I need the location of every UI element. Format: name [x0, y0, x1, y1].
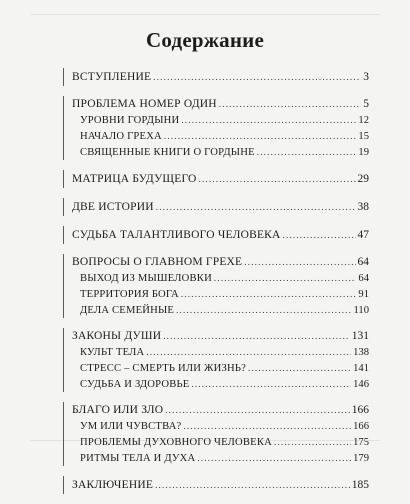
toc-page-number: 47 [357, 229, 369, 241]
toc-chapter[interactable] [64, 476, 369, 494]
dot-leader [183, 418, 351, 434]
dot-leader [199, 170, 356, 188]
toc-subchapter[interactable] [64, 128, 369, 144]
toc-page-number: 12 [358, 115, 369, 126]
toc-subchapter[interactable] [64, 418, 369, 434]
toc-page-number: 19 [358, 147, 369, 158]
toc-section [63, 402, 369, 466]
toc-page-number: 131 [351, 330, 369, 342]
dot-leader [219, 96, 361, 112]
toc-chapter[interactable] [64, 198, 369, 216]
bleed-line [30, 14, 380, 15]
toc-entry-title: УМ ИЛИ ЧУВСТВА? [80, 421, 182, 432]
toc-page-number: 166 [353, 421, 369, 432]
toc-page-number: 64 [358, 273, 369, 284]
toc-section [63, 476, 369, 494]
toc-page-number: 141 [353, 363, 369, 374]
toc-subchapter[interactable] [64, 302, 369, 318]
toc-entry-title: СТРЕСС – СМЕРТЬ ИЛИ ЖИЗНЬ? [80, 363, 247, 374]
toc-page-number: 146 [353, 379, 369, 390]
toc-page-number: 179 [353, 453, 369, 464]
toc-entry-title: ЗАКОНЫ ДУШИ [72, 330, 162, 342]
dot-leader [197, 450, 351, 466]
toc-section [63, 254, 369, 318]
toc-section [63, 96, 369, 160]
toc-page-number: 5 [363, 98, 369, 110]
toc-chapter[interactable] [64, 170, 369, 188]
dot-leader [165, 402, 350, 418]
toc-subchapter[interactable] [64, 376, 369, 392]
toc-page-number: 15 [358, 131, 369, 142]
toc-entry-title: ДЕЛА СЕМЕЙНЫЕ [80, 305, 175, 316]
toc-chapter[interactable] [64, 226, 369, 244]
toc-subchapter[interactable] [64, 450, 369, 466]
toc-subchapter[interactable] [64, 360, 369, 376]
toc-page-number: 3 [363, 71, 369, 83]
toc-entry-title: СУДЬБА ТАЛАНТЛИВОГО ЧЕЛОВЕКА [72, 229, 281, 241]
toc-entry-title: ВЫХОД ИЗ МЫШЕЛОВКИ [80, 273, 212, 284]
toc-entry-title: ПРОБЛЕМЫ ДУХОВНОГО ЧЕЛОВЕКА [80, 437, 272, 448]
toc-section [63, 68, 369, 86]
dot-leader [153, 68, 361, 86]
toc-entry-title: МАТРИЦА БУДУЩЕГО [72, 173, 197, 185]
toc-page-number: 185 [351, 479, 369, 491]
dot-leader [181, 112, 356, 128]
dot-leader [181, 286, 357, 302]
toc-subchapter[interactable] [64, 270, 369, 286]
toc-page-number: 64 [357, 256, 369, 268]
dot-leader [214, 270, 356, 286]
toc-chapter[interactable] [64, 254, 369, 270]
dot-leader [164, 128, 357, 144]
dot-leader [283, 226, 356, 244]
toc-page-number: 38 [357, 201, 369, 213]
toc-section [63, 170, 369, 188]
toc-entry-title: КУЛЬТ ТЕЛА [80, 347, 145, 358]
toc-chapter[interactable] [64, 96, 369, 112]
toc-section [63, 198, 369, 216]
toc-entry-title: СВЯЩЕННЫЕ КНИГИ О ГОРДЫНЕ [80, 147, 255, 158]
toc-entry-title: ЗАКЛЮЧЕНИЕ [72, 479, 154, 491]
toc-page-number: 29 [357, 173, 369, 185]
toc-entry-title: РИТМЫ ТЕЛА И ДУХА [80, 453, 196, 464]
toc-entry-title: УРОВНИ ГОРДЫНИ [80, 115, 180, 126]
page-title: Содержание [146, 28, 264, 52]
dot-leader [146, 344, 351, 360]
toc-page-number: 91 [358, 289, 369, 300]
toc-section [63, 226, 369, 244]
toc-page-number: 175 [353, 437, 369, 448]
toc-page-number: 166 [351, 404, 369, 416]
table-of-contents [63, 68, 369, 504]
dot-leader [163, 328, 350, 344]
toc-entry-title: ДВЕ ИСТОРИИ [72, 201, 154, 213]
toc-entry-title: ПРОБЛЕМА НОМЕР ОДИН [72, 98, 217, 110]
toc-subchapter[interactable] [64, 286, 369, 302]
dot-leader [176, 302, 351, 318]
toc-entry-title: СУДЬБА И ЗДОРОВЬЕ [80, 379, 190, 390]
dot-leader [257, 144, 357, 160]
toc-page-number: 138 [353, 347, 369, 358]
dot-leader [274, 434, 351, 450]
toc-section [63, 328, 369, 392]
toc-subchapter[interactable] [64, 344, 369, 360]
dot-leader [191, 376, 351, 392]
dot-leader [155, 476, 350, 494]
toc-entry-title: ВСТУПЛЕНИЕ [72, 71, 152, 83]
dot-leader [156, 198, 356, 216]
toc-subchapter[interactable] [64, 434, 369, 450]
dot-leader [248, 360, 351, 376]
toc-chapter[interactable] [64, 328, 369, 344]
toc-entry-title: БЛАГО ИЛИ ЗЛО [72, 404, 164, 416]
toc-entry-title: ВОПРОСЫ О ГЛАВНОМ ГРЕХЕ [72, 256, 243, 268]
toc-entry-title: НАЧАЛО ГРЕХА [80, 131, 162, 142]
toc-subchapter[interactable] [64, 144, 369, 160]
toc-chapter[interactable] [64, 68, 369, 86]
dot-leader [244, 254, 355, 270]
toc-subchapter[interactable] [64, 112, 369, 128]
toc-page-number: 110 [353, 305, 369, 316]
toc-chapter[interactable] [64, 402, 369, 418]
toc-entry-title: ТЕРРИТОРИЯ БОГА [80, 289, 179, 300]
